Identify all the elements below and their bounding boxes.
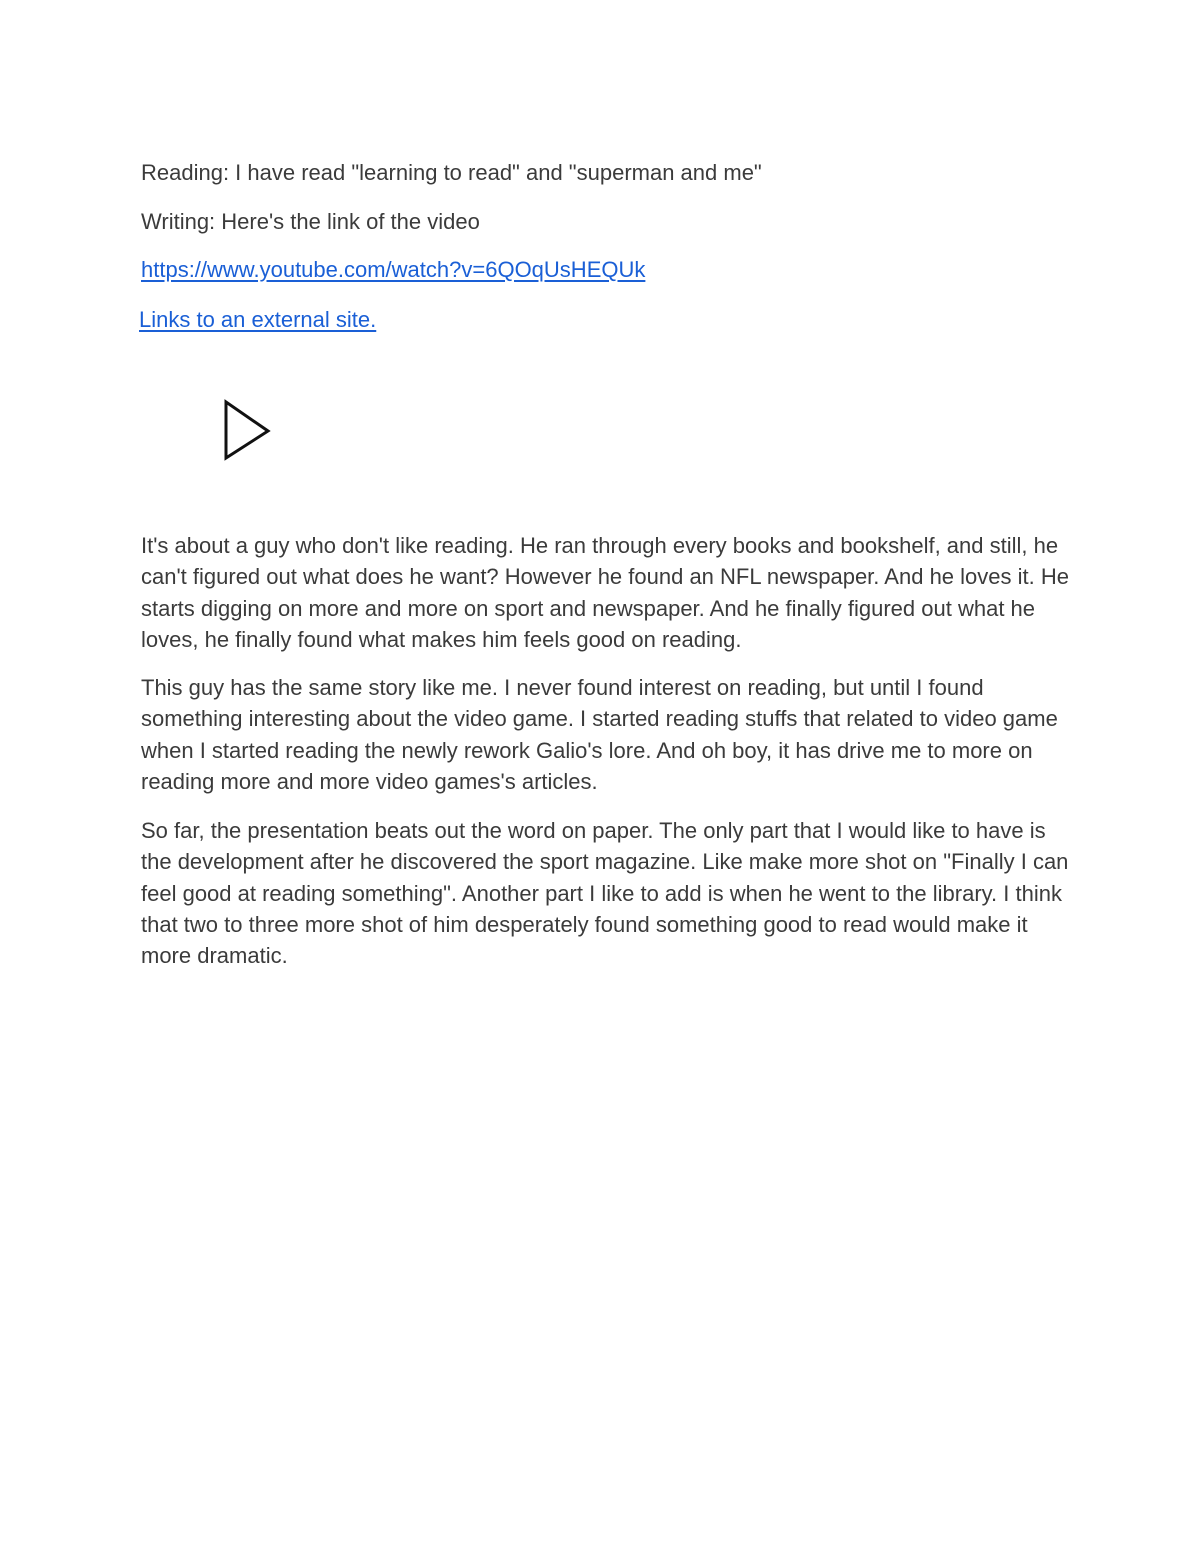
summary-paragraph: It's about a guy who don't like reading. He ran through every books and bookshelf, and still, he can't figured out what does he want? However he found an NFL newspaper. And he loves it. He starts digging on more and more on sport and newspaper. And he finally figured out what he loves, he finally found what makes him feels good on reading. [141,533,1069,652]
reading-line: Reading: I have read "learning to read" and "superman and me" [141,160,762,185]
video-link[interactable]: https://www.youtube.com/watch?v=6QOqUsHEQUk [141,257,646,282]
play-icon[interactable] [222,399,274,461]
external-site-link[interactable]: Links to an external site. [139,307,377,332]
critique-paragraph: So far, the presentation beats out the word on paper. The only part that I would like to have is the development after he discovered the sport magazine. Like make more shot on "Finally I can feel good at reading something". Another part I like to add is when he went to the library. I think that two to three more shot of him desperately found something good to read would make it more dramatic. [141,818,1069,969]
writing-line: Writing: Here's the link of the video [141,209,480,234]
personal-paragraph: This guy has the same story like me. I never found interest on reading, but until I found something interesting about the video game. I started reading stuffs that related to video game when I started reading the newly rework Galio's lore. And oh boy, it has drive me to more on reading more and more video games's articles. [141,675,1058,794]
